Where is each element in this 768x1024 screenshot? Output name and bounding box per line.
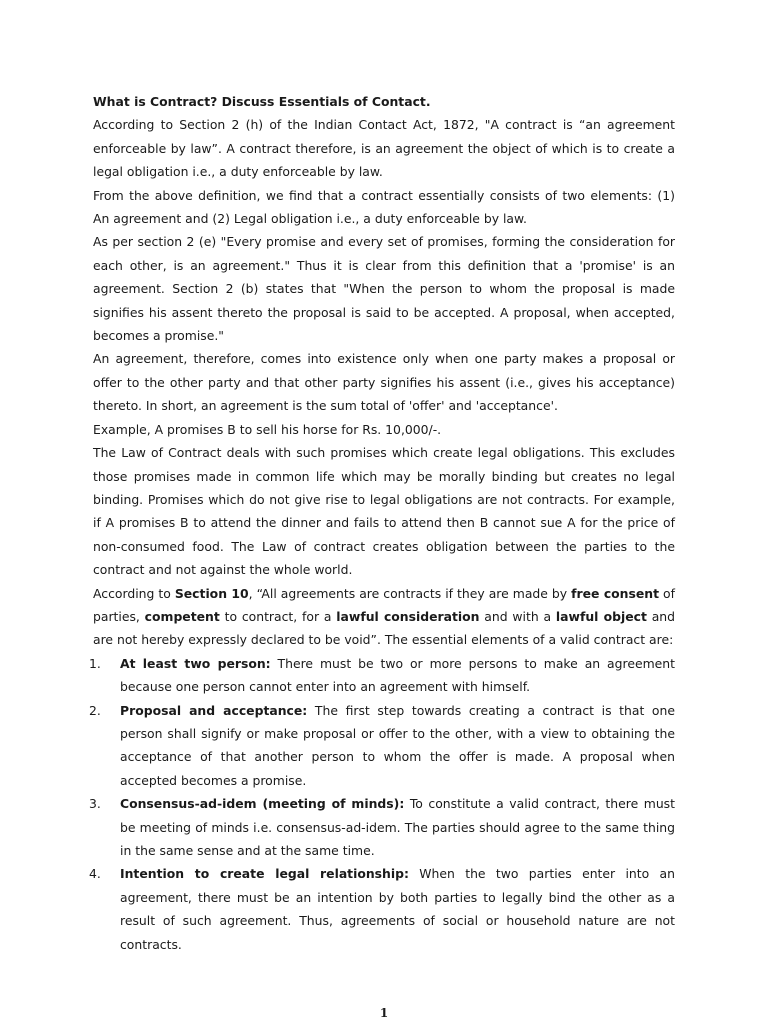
list-item-heading: Intention to create legal relationship: (120, 866, 409, 882)
document-page (89, 90, 676, 956)
paragraph-example: Example, A promises B to sell his horse for Rs. 10,000/-. (93, 421, 442, 437)
list-item-heading: Proposal and acceptance: (120, 702, 308, 718)
essentials-list (89, 652, 675, 956)
text-run: and are not hereby expressly declared to be void”. The essential elements of a valid contract are: (93, 608, 676, 648)
text-run: of parties, (93, 585, 675, 624)
list-item-text: To constitute a valid contract, there must be meeting of minds i.e. consensus-ad-idem. The parties should agree to the same thing in the same sense and at the same time. (120, 796, 675, 858)
paragraph-elements: From the above definition, we find that a contract essentially consists of two elements: (1) An agreement and (2) Legal obligation i.e., a duty enforceable by law. (93, 187, 675, 227)
list-item-number: 2. (89, 702, 101, 718)
text-run: to contract, for a (219, 608, 337, 624)
list-item-heading: Consensus-ad-idem (meeting of minds): (120, 796, 405, 812)
list-item (89, 652, 675, 699)
bold-competent: competent (144, 608, 220, 624)
list-item (89, 699, 675, 793)
text-run: and with a (479, 608, 556, 624)
list-item-number: 1. (89, 655, 101, 671)
bold-free-consent: free consent (571, 585, 660, 601)
list-item-text: There must be two or more persons to make an agreement because one person cannot enter into an agreement with himself. (120, 655, 675, 695)
list-item-heading: At least two person: (120, 655, 271, 671)
bold-lawful-object: lawful object (555, 608, 647, 624)
paragraph-definition: According to Section 2 (h) of the Indian Contact Act, 1872, "A contract is “an agreement enforceable by law”. A contract therefore, is an agreement the object of which is to create a legal obligation i.e., a duty enforceable by law. (93, 117, 675, 180)
paragraph-law-of-contract: The Law of Contract deals with such promises which create legal obligations. This excludes those promises made in common life which may be morally binding but creates no legal binding. Promises which do not give rise to legal obligations are not contracts. For example, if A promises B to attend the dinner and fails to attend then B cannot sue A for the price of non-consumed food. The Law of contract creates obligation between the parties to the contract and not against the whole world. (93, 445, 675, 578)
bold-section-10: Section 10 (174, 585, 249, 601)
paragraph-agreement: As per section 2 (e) "Every promise and every set of promises, forming the consideration for each other, is an agreement." Thus it is clear from this definition that a 'promise' is an agreement. Section 2 (b) states that "When the person to whom the proposal is made signifies his assent thereto the proposal is said to be accepted. A proposal, when accepted, becomes a promise." (93, 234, 675, 344)
list-item (89, 792, 675, 862)
list-item-text: When the two parties enter into an agreement, there must be an intention by both parties to legally bind the other as a result of such agreement. Thus, agreements of social or household nature are not contracts. (120, 866, 675, 952)
bold-lawful-consideration: lawful consideration (336, 608, 480, 624)
text-run: According to (93, 585, 175, 601)
page-number: 1 (379, 1006, 389, 1020)
list-item-number: 3. (89, 796, 101, 812)
list-item-number: 4. (89, 866, 101, 882)
list-item (89, 862, 675, 956)
paragraph-offer-acceptance: An agreement, therefore, comes into existence only when one party makes a proposal or offer to the other party and that other party signifies his assent (i.e., gives his acceptance) thereto. In short, an agreement is the sum total of 'offer' and 'acceptance'. (93, 351, 675, 414)
document-title: What is Contract? Discuss Essentials of Contact. (93, 94, 431, 109)
text-run: , “All agreements are contracts if they are made by (248, 585, 572, 601)
paragraph-section-10 (93, 582, 675, 652)
list-item-text: The first step towards creating a contract is that one person shall signify or make proposal or offer to the other, with a view to obtaining the acceptance of that another person to whom the offer is made. A proposal when accepted becomes a promise. (120, 702, 675, 788)
